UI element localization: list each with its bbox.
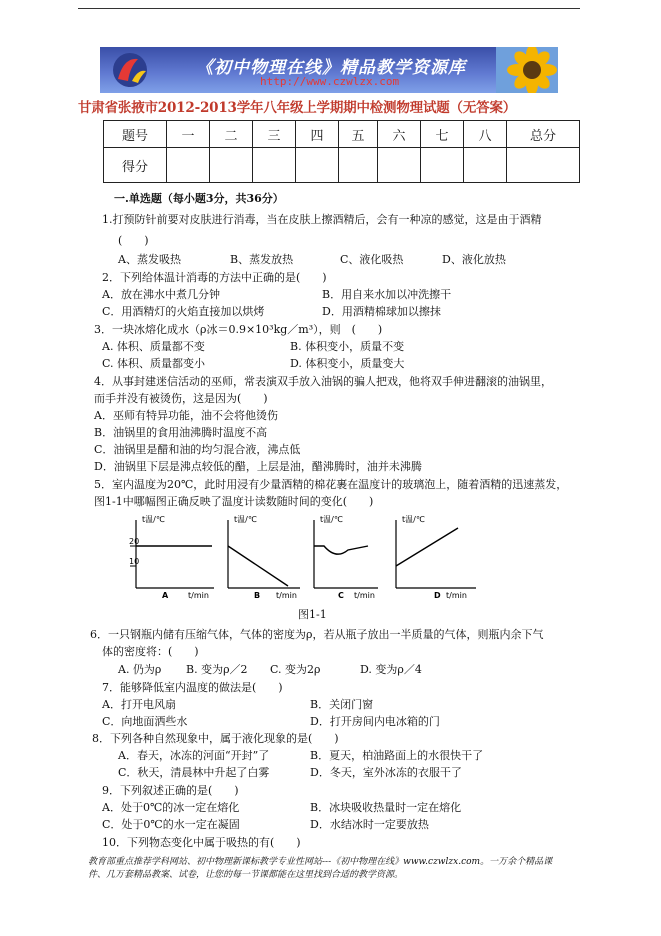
graph-d-letter: D xyxy=(434,591,441,600)
question-10-stem: 10．下列物态变化中属于吸热的有( ) xyxy=(102,836,301,849)
question-6-option-a: A. 仍为ρ xyxy=(118,663,162,676)
score-table-header-row xyxy=(104,121,580,148)
question-2-option-c: C．用酒精灯的火焰直接加以烘烤 xyxy=(102,305,265,318)
question-4-option-c: C．油锅里是醋和油的均匀混合液，沸点低 xyxy=(94,443,301,456)
question-4-option-b: B．油锅里的食用油沸腾时温度不高 xyxy=(94,426,268,439)
sunflower-icon xyxy=(496,47,558,93)
score-cell xyxy=(421,148,464,183)
question-6-stem-cont: 体的密度将：( ) xyxy=(102,645,199,658)
question-3-option-d: D. 体积变小，质量变大 xyxy=(290,357,405,370)
question-2-option-b: B．用自来水加以冲洗擦干 xyxy=(322,288,452,301)
figure-1-1-graphs xyxy=(128,514,488,600)
top-rule xyxy=(78,8,580,9)
site-banner xyxy=(100,47,558,93)
question-9-option-d: D．水结冰时一定要放热 xyxy=(310,818,429,831)
score-row-label: 得分 xyxy=(104,148,167,183)
banner-title: 《初中物理在线》精品教学资源库 xyxy=(196,58,466,78)
question-6-option-b: B. 变为ρ／2 xyxy=(186,663,248,676)
score-cell xyxy=(167,148,210,183)
question-9-option-b: B．冰块吸收热量时一定在熔化 xyxy=(310,801,462,814)
score-header-cell: 二 xyxy=(210,121,253,148)
question-1-stem: 1.打预防针前要对皮肤进行消毒，当在皮肤上擦酒精后，会有一种凉的感觉，这是由于酒精 xyxy=(102,213,542,226)
score-table-score-row xyxy=(104,148,580,183)
question-7-option-b: B．关闭门窗 xyxy=(310,698,374,711)
question-1-option-a: A、蒸发吸热 xyxy=(118,253,181,266)
banner-url[interactable]: http://www.czwlzx.com xyxy=(260,75,400,88)
question-6-option-d: D. 变为ρ／4 xyxy=(360,663,422,676)
question-8-stem: 8．下列各种自然现象中，属于液化现象的是( ) xyxy=(92,732,339,745)
footer-line-2: 件、几万套精品教案、试卷，让您的每一节课都能在这里找到合适的教学资源。 xyxy=(88,870,404,880)
question-1-option-c: C、液化吸热 xyxy=(340,253,404,266)
score-header-cell: 六 xyxy=(378,121,421,148)
question-8-option-d: D．冬天，室外冰冻的衣服干了 xyxy=(310,766,462,779)
question-1-blank: ( ) xyxy=(118,234,149,247)
graph-c xyxy=(314,515,378,600)
question-1-option-b: B、蒸发放热 xyxy=(230,253,294,266)
score-cell xyxy=(253,148,296,183)
question-8-option-a: A．春天，冰冻的河面“开封”了 xyxy=(118,749,270,762)
score-cell xyxy=(378,148,421,183)
graph-a-xlabel: t/min xyxy=(188,591,209,600)
question-7-option-a: A．打开电风扇 xyxy=(102,698,176,711)
graph-b-xlabel: t/min xyxy=(276,591,297,600)
graph-d-xlabel: t/min xyxy=(446,591,467,600)
graph-c-letter: C xyxy=(338,591,344,600)
question-9-stem: 9．下列叙述正确的是( ) xyxy=(102,784,239,797)
graph-a xyxy=(129,515,214,600)
graph-c-curve xyxy=(314,546,368,554)
document-title: 甘肃省张掖市2012-2013学年八年级上学期期中检测物理试题（无答案） xyxy=(78,100,517,116)
question-9-option-c: C．处于0℃的水一定在凝固 xyxy=(102,818,240,831)
question-9-option-a: A．处于0℃的冰一定在熔化 xyxy=(102,801,240,814)
question-4-option-a: A．巫师有特异功能，油不会将他烫伤 xyxy=(94,409,278,422)
question-3-stem: 3．一块冰熔化成水（ρ冰＝0.9×10³kg／m³），则 ( ) xyxy=(94,323,383,336)
graph-d-ylabel: t温/℃ xyxy=(402,515,425,524)
score-header-cell: 五 xyxy=(339,121,378,148)
score-cell xyxy=(464,148,507,183)
figure-label: 图1-1 xyxy=(298,608,327,621)
question-6-stem: 6．一只钢瓶内储有压缩气体，气体的密度为ρ，若从瓶子放出一半质量的气体，则瓶内余下气 xyxy=(90,628,544,641)
question-3-option-c: C. 体积、质量都变小 xyxy=(102,357,206,370)
question-2-option-d: D．用酒精棉球加以擦抹 xyxy=(322,305,441,318)
score-header-cell: 四 xyxy=(296,121,339,148)
site-logo-icon xyxy=(108,51,152,89)
graph-c-xlabel: t/min xyxy=(354,591,375,600)
score-table xyxy=(103,120,580,183)
graph-b xyxy=(228,515,300,600)
question-4-option-d: D．油锅里下层是沸点较低的醋，上层是油，醋沸腾时，油并未沸腾 xyxy=(94,460,422,473)
question-5-stem: 5．室内温度为20℃，此时用浸有少量酒精的棉花裹在温度计的玻璃泡上，随着酒精的迅速蒸发， xyxy=(94,478,568,491)
question-8-option-c: C．秋天，清晨林中升起了白雾 xyxy=(118,766,270,779)
score-header-cell: 题号 xyxy=(104,121,167,148)
graph-d-curve xyxy=(396,528,458,566)
question-1-option-d: D、液化放热 xyxy=(442,253,506,266)
score-cell xyxy=(339,148,378,183)
section-heading: 一.单选题（每小题3分，共36分） xyxy=(114,192,284,205)
graph-c-ylabel: t温/℃ xyxy=(320,515,343,524)
graph-b-ylabel: t温/℃ xyxy=(234,515,257,524)
graph-a-letter: A xyxy=(162,591,169,600)
score-cell xyxy=(210,148,253,183)
question-6-option-c: C. 变为2ρ xyxy=(270,663,321,676)
graph-b-curve xyxy=(228,546,288,586)
graph-b-letter: B xyxy=(254,591,261,600)
score-cell xyxy=(296,148,339,183)
score-cell xyxy=(507,148,580,183)
graph-a-ylabel: t温/℃ xyxy=(142,515,165,524)
question-2-option-a: A．放在沸水中煮几分钟 xyxy=(102,288,220,301)
score-header-cell: 总分 xyxy=(507,121,580,148)
question-3-option-b: B. 体积变小，质量不变 xyxy=(290,340,405,353)
graph-a-tick-10: 10 xyxy=(129,557,140,566)
question-7-option-d: D．打开房间内电冰箱的门 xyxy=(310,715,440,728)
question-5-stem-cont: 图1-1中哪幅图正确反映了温度计读数随时间的变化( ) xyxy=(94,495,374,508)
question-7-stem: 7．能够降低室内温度的做法是( ) xyxy=(102,681,283,694)
score-header-cell: 八 xyxy=(464,121,507,148)
question-4-stem: 4．从事封建迷信活动的巫师，常表演双手放入油锅的骗人把戏，他将双手伸进翻滚的油锅里， xyxy=(94,375,552,388)
question-8-option-b: B．夏天，柏油路面上的水很快干了 xyxy=(310,749,484,762)
question-7-option-c: C．向地面洒些水 xyxy=(102,715,188,728)
footer-line-1: 教育部重点推荐学科网站、初中物理新课标教学专业性网站---《初中物理在线》www.czwlzx.com。一万余个精品课 xyxy=(88,857,553,867)
score-header-cell: 七 xyxy=(421,121,464,148)
question-4-stem-cont: 而手并没有被烫伤，这是因为( ) xyxy=(94,392,268,405)
score-header-cell: 一 xyxy=(167,121,210,148)
question-3-option-a: A. 体积、质量都不变 xyxy=(102,340,205,353)
question-2-stem: 2．下列给体温计消毒的方法中正确的是( ) xyxy=(102,271,327,284)
graph-d xyxy=(396,515,476,600)
score-header-cell: 三 xyxy=(253,121,296,148)
page-footer xyxy=(88,856,588,882)
graph-a-tick-20: 20 xyxy=(129,537,140,546)
